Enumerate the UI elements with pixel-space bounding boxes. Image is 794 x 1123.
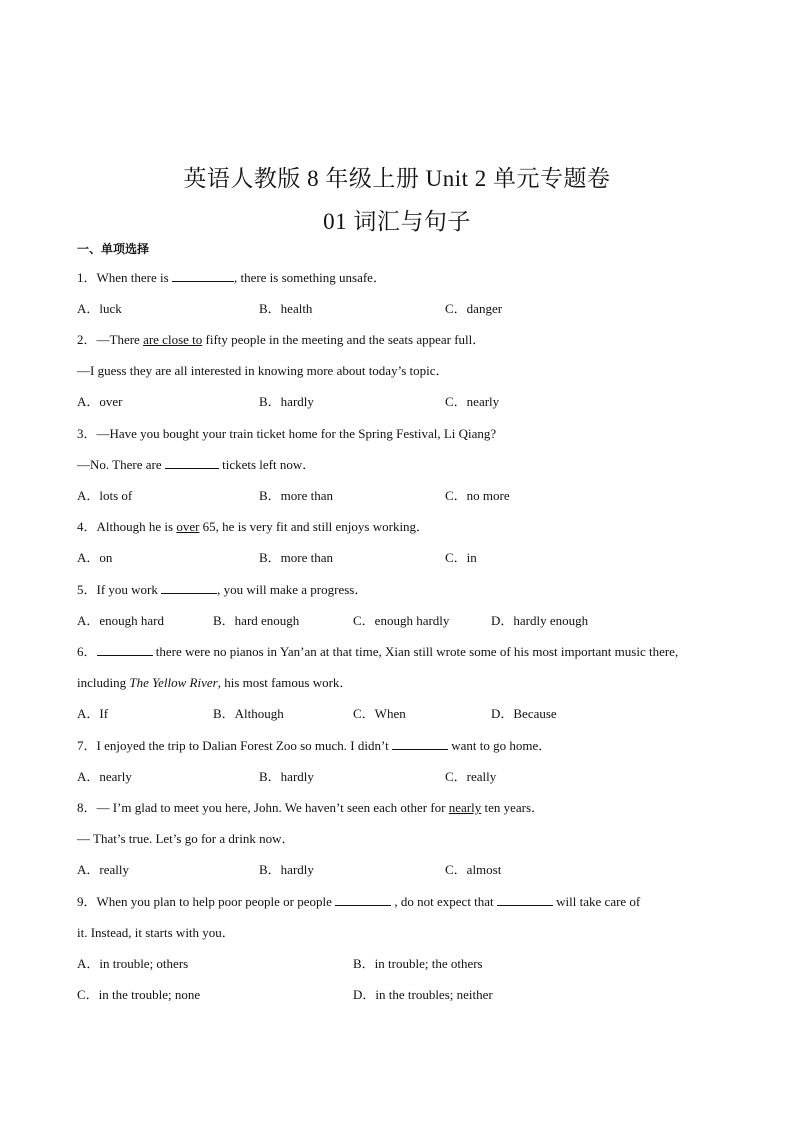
section-heading: 一、单项选择 <box>77 242 150 256</box>
question-4: 4．Although he is over 65, he is very fit and still enjoys working． <box>77 519 430 534</box>
answer-blank <box>161 581 217 594</box>
q9-option-c: C．in the trouble; none <box>77 987 201 1002</box>
q6-option-a: A．If <box>77 706 109 721</box>
q7-option-c: C．really <box>445 769 497 784</box>
question-6: 6． there were no pianos in Yan’an at that time, Xian still wrote some of his most important music there, <box>77 644 679 659</box>
q6-option-d: D．Because <box>491 706 557 721</box>
question-3-reply: —No. There are tickets left now． <box>77 457 316 472</box>
document-subtitle: 01 词汇与句子 <box>323 209 471 234</box>
answer-blank <box>497 893 553 906</box>
question-7: 7．I enjoyed the trip to Dalian Forest Zoo so much. I didn’t want to go home． <box>77 738 552 753</box>
question-1: 1．When there is , there is something unsafe． <box>77 270 386 285</box>
q9-option-d: D．in the troubles; neither <box>353 987 493 1002</box>
answer-blank <box>335 893 391 906</box>
q7-option-a: A．nearly <box>77 769 132 784</box>
q5-option-d: D．hardly enough <box>491 613 589 628</box>
question-9: 9．When you plan to help poor people or people , do not expect that will take care of <box>77 894 641 909</box>
q8-option-c: C．almost <box>445 862 502 877</box>
q4-option-a: A．on <box>77 550 113 565</box>
q5-option-a: A．enough hard <box>77 613 165 628</box>
q3-option-b: B．more than <box>259 488 334 503</box>
q6-option-c: C．When <box>353 706 406 721</box>
q3-option-c: C．no more <box>445 488 510 503</box>
question-5: 5．If you work , you will make a progress． <box>77 582 368 597</box>
q7-option-b: B．hardly <box>259 769 314 784</box>
q5-option-c: C．enough hardly <box>353 613 450 628</box>
q5-option-b: B．hard enough <box>213 613 300 628</box>
q1-option-a: A．luck <box>77 301 122 316</box>
answer-blank <box>97 643 153 656</box>
q3-option-a: A．lots of <box>77 488 133 503</box>
q6-option-b: B．Although <box>213 706 284 721</box>
question-9-continued: it. Instead, it starts with you． <box>77 925 235 940</box>
q8-option-b: B．hardly <box>259 862 314 877</box>
answer-blank <box>172 269 234 282</box>
question-2: 2．—There are close to fifty people in the meeting and the seats appear full． <box>77 332 486 347</box>
q2-option-c: C．nearly <box>445 394 500 409</box>
q2-option-b: B．hardly <box>259 394 314 409</box>
question-3: 3．—Have you bought your train ticket home for the Spring Festival, Li Qiang? <box>77 426 497 441</box>
q1-option-b: B．health <box>259 301 313 316</box>
q8-option-a: A．really <box>77 862 129 877</box>
question-8-reply: — That’s true. Let’s go for a drink now． <box>77 831 295 846</box>
answer-blank <box>392 737 448 750</box>
q4-option-b: B．more than <box>259 550 334 565</box>
question-8: 8．— I’m glad to meet you here, John. We haven’t seen each other for nearly ten years． <box>77 800 545 815</box>
q1-option-c: C．danger <box>445 301 503 316</box>
document-title: 英语人教版 8 年级上册 Unit 2 单元专题卷 <box>183 166 611 191</box>
q4-option-c: C．in <box>445 550 477 565</box>
question-2-reply: —I guess they are all interested in knowing more about today’s topic． <box>77 363 449 378</box>
question-6-continued: including The Yellow River, his most famous work． <box>77 675 353 690</box>
q9-option-b: B．in trouble; the others <box>353 956 483 971</box>
q2-option-a: A．over <box>77 394 123 409</box>
answer-blank <box>165 456 219 469</box>
q9-option-a: A．in trouble; others <box>77 956 189 971</box>
